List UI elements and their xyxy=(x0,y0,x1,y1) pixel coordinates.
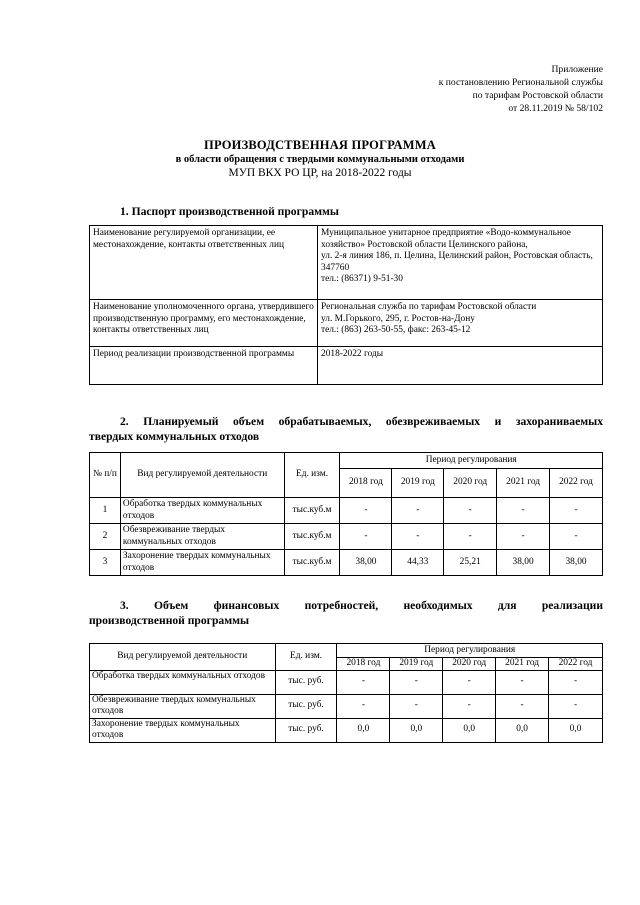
cell-value: 38,00 xyxy=(550,550,603,576)
table-row xyxy=(90,694,603,718)
cell-value: 0,0 xyxy=(496,718,549,742)
cell-value: - xyxy=(443,694,496,718)
passport-table xyxy=(89,225,603,385)
cell-activity: Обработка твердых коммунальных отходов xyxy=(90,670,276,694)
header-period: Период регулирования xyxy=(337,644,603,658)
appendix-line: по тарифам Ростовской области xyxy=(472,90,603,101)
appendix-line: от 28.11.2019 № 58/102 xyxy=(508,103,603,114)
header-period: Период регулирования xyxy=(340,453,603,469)
cell-value: 25,21 xyxy=(444,550,497,576)
table-cell-label: Период реализации производственной программы xyxy=(90,347,318,385)
value-line: Муниципальное унитарное предприятие «Водо-коммунальное хозяйство» Ростовской области Целинского района, xyxy=(321,228,571,250)
header-year: 2021 год xyxy=(496,658,549,671)
header-year: 2019 год xyxy=(392,469,444,498)
cell-value: - xyxy=(496,670,549,694)
value-line: ул. М.Горького, 295, г. Ростов-на-Дону xyxy=(321,313,475,324)
cell-value: - xyxy=(390,670,443,694)
volume-table xyxy=(89,452,603,576)
title-subtitle: в области обращения с твердыми коммунальными отходами xyxy=(175,154,465,165)
cell-value: 0,0 xyxy=(549,718,603,742)
cell-unit: тыс.куб.м xyxy=(284,498,340,524)
section1-heading: 1. Паспорт производственной программы xyxy=(120,205,339,218)
finance-table xyxy=(89,643,603,743)
header-year: 2018 год xyxy=(340,469,392,498)
cell-value: 0,0 xyxy=(390,718,443,742)
header-year: 2020 год xyxy=(444,469,497,498)
cell-value: - xyxy=(337,670,390,694)
cell-value: - xyxy=(443,670,496,694)
value-line: 2018-2022 годы xyxy=(321,349,384,359)
table-row xyxy=(90,498,603,524)
header-year: 2022 год xyxy=(549,658,603,671)
cell-value: - xyxy=(550,498,603,524)
header-year: 2019 год xyxy=(390,658,443,671)
value-line: тел.: (86371) 9-51-30 xyxy=(321,274,403,284)
cell-value: - xyxy=(549,694,603,718)
table-row xyxy=(90,550,603,576)
value-line: Региональная служба по тарифам Ростовской области xyxy=(321,302,537,312)
cell-value: 44,33 xyxy=(392,550,444,576)
cell-unit: тыс.куб.м xyxy=(284,550,340,576)
document-title xyxy=(0,137,640,181)
cell-value: - xyxy=(392,524,444,550)
table-cell-label: Наименование уполномоченного органа, утвердившего производственную программу, его местонахождение, контакты ответственных лиц xyxy=(90,300,318,347)
cell-num: 1 xyxy=(90,498,121,524)
section3-heading-line1: 3. Объем финансовых потребностей, необходимых для реализации xyxy=(120,599,603,612)
cell-unit: тыс. руб. xyxy=(275,694,337,718)
title-main: ПРОИЗВОДСТВЕННАЯ ПРОГРАММА xyxy=(204,138,436,152)
appendix-note xyxy=(439,63,603,115)
table-cell-value xyxy=(318,347,603,385)
cell-num: 2 xyxy=(90,524,121,550)
cell-activity: Захоронение твердых коммунальных отходов xyxy=(90,718,276,742)
cell-value: 0,0 xyxy=(443,718,496,742)
cell-unit: тыс. руб. xyxy=(275,670,337,694)
header-activity: Вид регулируемой деятельности xyxy=(90,644,276,671)
table-row xyxy=(90,524,603,550)
cell-activity: Обезвреживание твердых коммунальных отходов xyxy=(120,524,284,550)
cell-value: 0,0 xyxy=(337,718,390,742)
cell-value: - xyxy=(337,694,390,718)
cell-value: - xyxy=(444,524,497,550)
header-num: № п/п xyxy=(90,453,121,498)
cell-activity: Захоронение твердых коммунальных отходов xyxy=(120,550,284,576)
header-year: 2020 год xyxy=(443,658,496,671)
header-unit: Ед. изм. xyxy=(284,453,340,498)
table-row xyxy=(90,718,603,742)
cell-num: 3 xyxy=(90,550,121,576)
table-cell-label: Наименование регулируемой организации, ее местонахождение, контакты ответственных лиц xyxy=(90,226,318,300)
header-year: 2018 год xyxy=(337,658,390,671)
cell-value: - xyxy=(549,670,603,694)
section3-heading xyxy=(89,598,603,628)
cell-value: - xyxy=(444,498,497,524)
cell-value: - xyxy=(392,498,444,524)
cell-value: - xyxy=(497,524,550,550)
table-header-row xyxy=(90,644,603,658)
table-row xyxy=(90,347,603,385)
cell-value: - xyxy=(497,498,550,524)
section2-heading-line1: 2. Планируемый объем обрабатываемых, обезвреживаемых и захораниваемых xyxy=(120,415,603,428)
header-year: 2021 год xyxy=(497,469,550,498)
cell-activity: Обработка твердых коммунальных отходов xyxy=(120,498,284,524)
cell-value: 38,00 xyxy=(497,550,550,576)
header-unit: Ед. изм. xyxy=(275,644,337,671)
cell-unit: тыс. руб. xyxy=(275,718,337,742)
table-row xyxy=(90,670,603,694)
section2-heading xyxy=(89,414,603,444)
cell-value: - xyxy=(390,694,443,718)
section2-heading-line2: твердых коммунальных отходов xyxy=(89,430,260,443)
table-cell-value xyxy=(318,226,603,300)
cell-value: 38,00 xyxy=(340,550,392,576)
table-cell-value xyxy=(318,300,603,347)
table-row xyxy=(90,300,603,347)
cell-value: - xyxy=(340,498,392,524)
appendix-line: Приложение xyxy=(551,64,603,75)
cell-value: - xyxy=(550,524,603,550)
cell-value: - xyxy=(496,694,549,718)
cell-unit: тыс.куб.м xyxy=(284,524,340,550)
cell-value: - xyxy=(340,524,392,550)
cell-activity: Обезвреживание твердых коммунальных отходов xyxy=(90,694,276,718)
appendix-line: к постановлению Региональной службы xyxy=(438,77,603,88)
header-activity: Вид регулируемой деятельности xyxy=(120,453,284,498)
table-row xyxy=(90,226,603,300)
title-organization: МУП ВКХ РО ЦР, на 2018-2022 годы xyxy=(228,167,412,179)
header-year: 2022 год xyxy=(550,469,603,498)
value-line: ул. 2-я линия 186, п. Целина, Целинский район, Ростовская область, 347760 xyxy=(321,251,593,273)
section3-heading-line2: производственной программы xyxy=(89,614,250,627)
table-header-row xyxy=(90,453,603,469)
value-line: тел.: (863) 263-50-55, факс: 263-45-12 xyxy=(321,325,471,335)
